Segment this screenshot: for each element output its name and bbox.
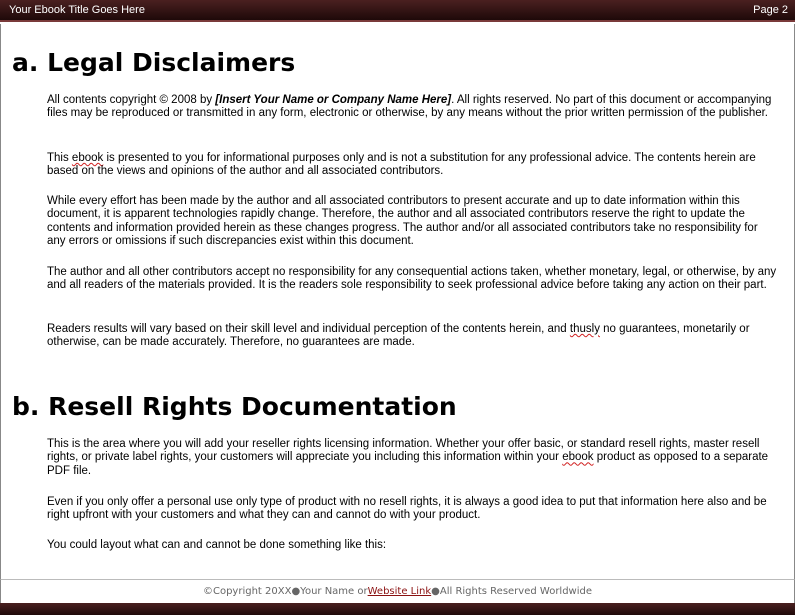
page-footer [0, 579, 795, 603]
ebook-title: Your Ebook Title Goes Here [9, 4, 145, 16]
section-heading-legal: a. Legal Disclaimers [12, 48, 296, 77]
paragraph: Even if you only offer a personal use only type of product with no resell rights, it is always a good idea to put that information here also and be right upfront with your customers and what they can and cannot do with your product. [47, 496, 767, 522]
page-header [0, 0, 795, 22]
footer-rights: All Rights Reserved Worldwide [439, 586, 593, 597]
footer-name: Your Name or [300, 586, 368, 597]
paragraph: Readers results will vary based on their skill level and individual perception of the contents herein, and thusly no guarantees, monetarily or otherwise, can be made accurately. Therefore, no guarantees are made. [47, 323, 750, 349]
paragraph: All contents copyright © 2008 by [Insert Your Name or Company Name Here]. All rights reserved. No part of this document or accompanying files may be reproduced or transmitted in any form, electronic or otherwise, by any means without the prior written permission of the publisher. [47, 94, 772, 120]
footer-copyright: ©Copyright 20XX [202, 586, 292, 597]
page-number: Page 2 [753, 4, 788, 16]
bottom-bar [0, 603, 795, 615]
misspelled-word: thusly [569, 323, 600, 335]
footer-separator: ● [431, 586, 440, 597]
company-placeholder: [Insert Your Name or Company Name Here] [215, 94, 452, 106]
paragraph: The author and all other contributors accept no responsibility for any consequential actions taken, whether monetary, legal, or otherwise, by any and all readers of the materials provided. It is the readers sole responsibility to seek professional advice before taking any action on their part. [47, 266, 777, 292]
section-heading-resell: b. Resell Rights Documentation [12, 392, 457, 421]
paragraph: This is the area where you will add your reseller rights licensing information. Whether your offer basic, or standard resell rights, master resell rights, or private label rights, your customers will appreciate you including this information within your ebook product as opposed to a separate PDF file. [47, 438, 769, 477]
page-content [0, 24, 795, 579]
misspelled-word: ebook [71, 152, 104, 164]
paragraph: While every effort has been made by the author and all associated contributors to present accurate and up to date information within this document, it is apparent technologies rapidly change. Therefore, the author and all associated contributors reserve the right to update the contents and information provided herein as these changes progress. The author and/or all associated contributors take no responsibility for any errors or omissions if such discrepancies exist within this document. [47, 195, 758, 248]
footer-separator: ● [291, 586, 301, 597]
paragraph: You could layout what can and cannot be done something like this: [47, 539, 387, 551]
misspelled-word: ebook [562, 451, 594, 464]
website-link[interactable]: Website Link [367, 586, 432, 597]
paragraph: This ebook is presented to you for informational purposes only and is not a substitution for any professional advice. The contents herein are based on the views and opinions of the author and all associated contributors. [47, 152, 756, 178]
